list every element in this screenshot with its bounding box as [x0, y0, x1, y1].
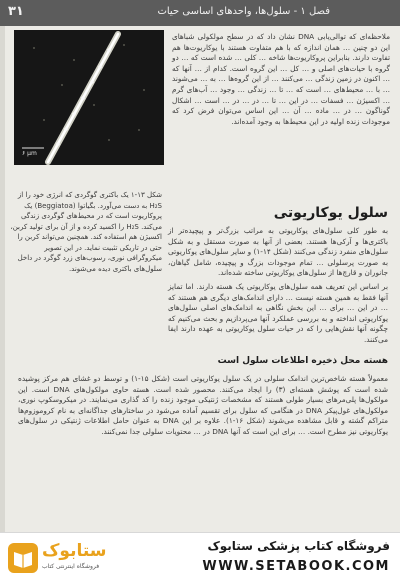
- store-url-link[interactable]: WWW.SETABOOK.COM: [202, 559, 390, 574]
- figure-caption: شکل ۱۳-۱ یک باکتری گوگردی که انرژی خود را از H₂S به دست می‌آورد. بگیاتوا (Beggiatoa) یک پروکاریوت است که در محیط‌های گوگردی زندگی می‌کند. H₂S را اکسید کرده و از آن برای تولید کربن، اکسیژن هم استفاده کند. همچنین می‌تواند کربن را حتی در تاریکی تثبیت نماید. در این تصویر میکروگرافی نوری، رسوب‌های زرد گوگرد در داخل سلول‌های باکتری دیده می‌شوند.: [10, 191, 162, 273]
- store-logo[interactable]: [8, 541, 118, 577]
- nucleus-subheading: هسته محل ذخیره اطلاعات سلول است: [217, 356, 388, 366]
- nucleus-paragraph: معمولاً هسته شاخص‌ترین اندامک سلولی در یک سلول یوکاریوتی است (شکل ۱۵-۱) و توسط دو غشای هم مرکز پوشیده شده است که پوشش هسته‌ای (۳) را ایجاد می‌کنند. محصور شده است. هسته حاوی مولکول‌های DNA است. این مولکول‌ها پلی‌مرهای بسیار طولی هستند که مشخصات ژنتیکی موجود زنده را کد گذاری می‌نمایند. در میکروسکوپ نوری، مولکول‌های غول‌پیکر DNA در هنگامی که سلول برای تقسیم آماده می‌شود در ساختارهای جداگانه‌ای به نام کروموزوم‌ها متراکم گشته و قابل مشاهده می‌شوند (شکل ۱۶-۱). علاوه بر این DNA به عنوان حامل اطلاعات ژنتیکی در سلول‌های یوکاریوتی نیز مطرح است. … برای این است که آنها DNA در … محتویات سلولی جدا نمی‌کنند.: [18, 374, 389, 436]
- chapter-title: فصل ۱ - سلول‌ها، واحدهای اساسی حیات: [157, 6, 330, 17]
- eukaryote-paragraph-2: بر اساس این تعریف همه سلول‌های یوکاریوتی یک هسته دارند. اما تمایز آنها فقط به همین هسته نیست … دارای اندامک‌های دیگری هم هستند که … در این … برای … این بخش نگاهی به اندامک‌های اصلی سلول‌های یوکاریوتی انداخته و به بررسی عملکرد آنها می‌پردازیم و بحث می‌کنیم که چگونه آنها نقش‌هایی را که در حیات سلول یوکاریوتی به عهده دارند ایفا می‌کنند.: [168, 282, 388, 344]
- page-margin-stripe: [0, 26, 5, 532]
- store-footer: [0, 532, 400, 583]
- chapter-header: [0, 0, 400, 26]
- book-logo-icon: [8, 543, 38, 573]
- bacteria-micrograph: [14, 30, 164, 165]
- page-number: ۳۱: [8, 4, 24, 19]
- section-heading: سلول یوکاریوتی: [273, 205, 388, 221]
- logo-wordmark: ستابوک: [42, 541, 107, 561]
- store-title: فروشگاه کتاب پزشکی ستابوک: [207, 539, 390, 553]
- bacteria-filament-image: [14, 30, 164, 165]
- scale-label: ۶ μm: [22, 150, 37, 157]
- logo-tagline: فروشگاه اینترنتی کتاب: [42, 563, 100, 570]
- eukaryote-paragraph-1: به طور کلی سلول‌های یوکاریوتی به مراتب بزرگ‌تر و پیچیده‌تر از باکتری‌ها و آرکی‌ها هستند. بعضی از آنها به صورت مستقل و به شکل سلول‌های منفرد زندگی می‌کنند (شکل ۱۴-۱) و سایر سلول‌های یوکاریوتی به صورت پرسلولی … تمام موجودات بزرگ و پیچیده، شامل گیاهان، جانوران و قارچ‌ها از سلول‌های یوکاریوتی ساخته شده‌اند.: [168, 226, 388, 278]
- intro-paragraph: ملاحظه‌ای که توالی‌یابی DNA نشان داد که در سطح مولکولی شباهای این دو چنین … همان اندازه که با هم متفاوت هستند با یوکاریوت‌ها هم تفاوت دارند. بنابراین پروکاریوت‌ها شاخه … کلی … شده است که … دو گروه با حیات‌های اصلی و … کل … این گروه است. کدام از … آنها که … اکنون در زمین زندگی … می‌کنند … از این گروه‌ها … به … می‌شوند … با … محیط‌های … است که … تا … زندگی … وجود … آب‌های گرم … اکسیژن … فسفات … در این … تا … در … در … است … اشکال گوناگون … در … ماده … آن … این اساس می‌توان فرض کرد که موجودات زنده اولیه در این محیط‌ها به وجود آمده‌اند.: [172, 32, 390, 126]
